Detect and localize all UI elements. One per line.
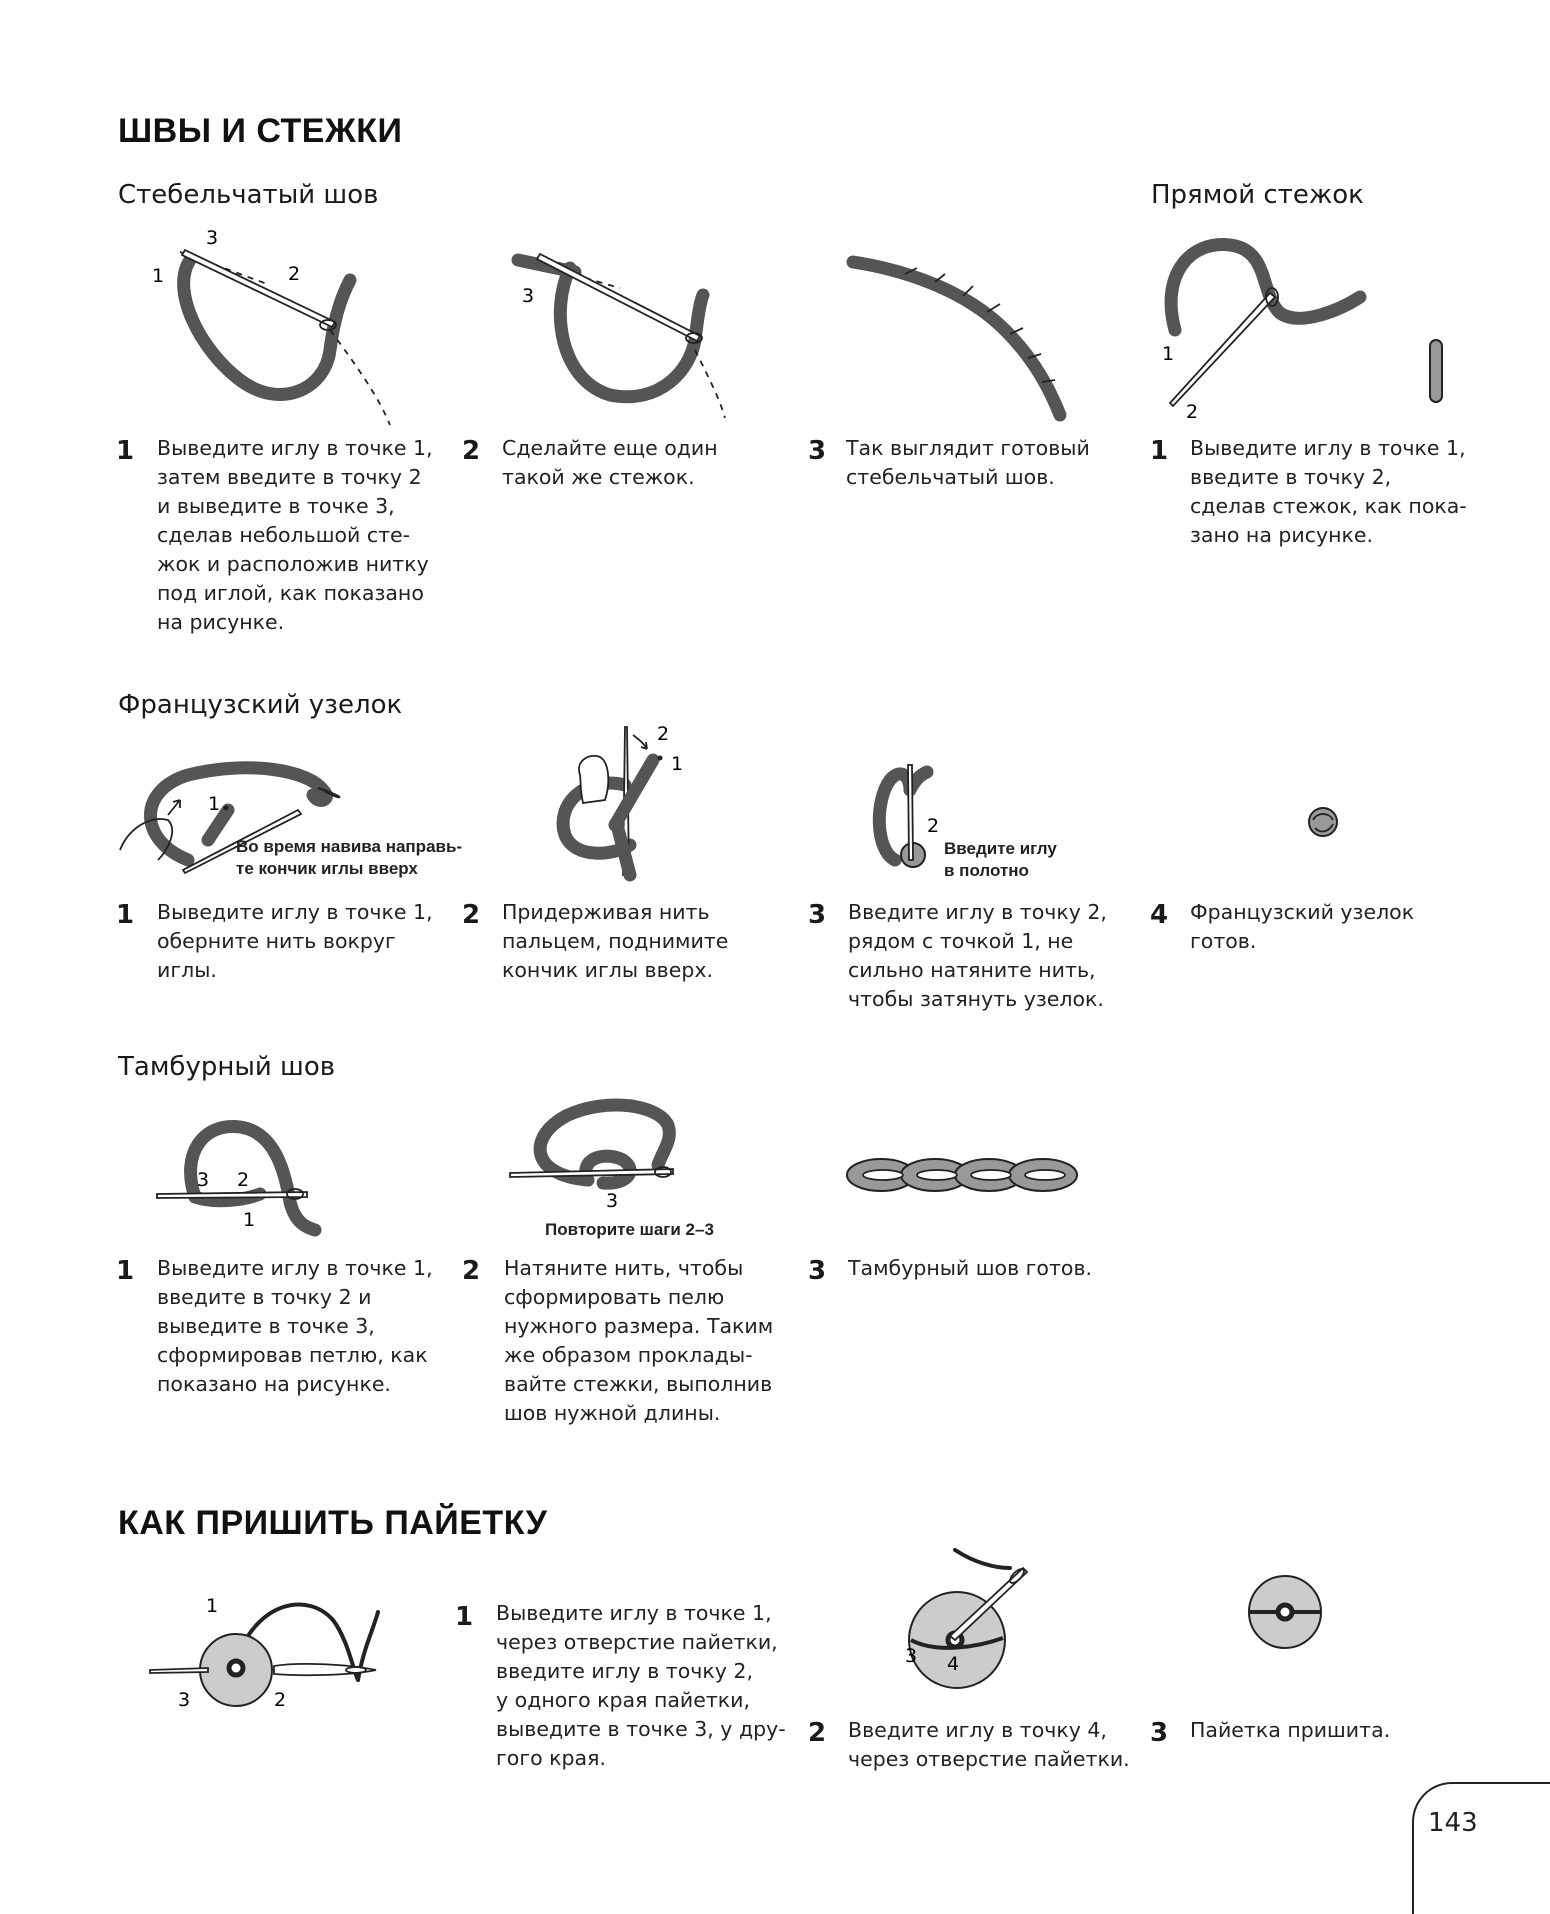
french-knot-title: Французский узелок xyxy=(118,690,403,720)
section-title-sequin: КАК ПРИШИТЬ ПАЙЕТКУ xyxy=(118,1504,548,1542)
stem-stitch-figure-3 xyxy=(845,250,1075,420)
french-step-4-text: Французский узелок готов. xyxy=(1190,900,1415,953)
sequin-fig2-label-4: 4 xyxy=(947,1653,960,1675)
sequin-fig1-label-3: 3 xyxy=(178,1689,191,1711)
french-fig3-note: Введите иглу в полотно xyxy=(944,839,1057,880)
stem-step-1-number: 1 xyxy=(116,436,135,466)
stem-step-3-number: 3 xyxy=(808,436,827,466)
sequin-step-1-number: 1 xyxy=(455,1602,474,1632)
sequin-step-3-number: 3 xyxy=(1150,1718,1169,1748)
straight-fig-label-2: 2 xyxy=(1186,401,1199,423)
stem-step-1-text: Выведите иглу в точке 1, затем введите в точку 2 и выведите в точке 3, сделав небольшой сте- жок и расположив нитку под иглой, как показано на рисунке. xyxy=(157,436,433,634)
french-knot-figure-2 xyxy=(545,725,695,885)
french-fig3-label-2: 2 xyxy=(927,815,940,837)
chain-fig1-label-1: 1 xyxy=(243,1209,256,1231)
stem-fig1-label-3: 3 xyxy=(206,227,219,249)
sequin-step-2-number: 2 xyxy=(808,1718,827,1748)
chain-step-2-text: Натяните нить, чтобы сформировать пелю нужного размера. Таким же образом проклады- вайте стежки, выполнив шов нужной длины. xyxy=(504,1256,774,1425)
sequin-step-2-text: Введите иглу в точку 4, через отверстие пайетки. xyxy=(848,1718,1130,1771)
chain-stitch-figure-2 xyxy=(508,1095,708,1215)
french-step-1-text: Выведите иглу в точке 1, оберните нить вокруг иглы. xyxy=(157,900,433,982)
french-fig2-label-1: 1 xyxy=(671,753,684,775)
page-number: 143 xyxy=(1428,1808,1478,1838)
chain-stitch-figure-1 xyxy=(155,1112,335,1242)
chain-stitch-title: Тамбурный шов xyxy=(118,1052,336,1082)
chain-step-2-number: 2 xyxy=(462,1256,481,1286)
french-step-4-number: 4 xyxy=(1150,900,1169,930)
straight-stitch-title: Прямой стежок xyxy=(1151,180,1364,210)
stem-stitch-figure-2 xyxy=(500,240,750,420)
french-step-2-number: 2 xyxy=(462,900,481,930)
chain-step-3-text: Тамбурный шов готов. xyxy=(848,1256,1093,1280)
sequin-fig2-label-3: 3 xyxy=(905,1645,918,1667)
sequin-figure-2 xyxy=(895,1538,1045,1688)
french-fig1-note: Во время навива направь- те кончик иглы вверх xyxy=(236,837,463,878)
sequin-figure-1 xyxy=(148,1590,388,1720)
stem-stitch-figure-1 xyxy=(150,227,410,430)
stem-step-2-text: Сделайте еще один такой же стежок. xyxy=(502,436,718,489)
sequin-step-1-text: Выведите иглу в точке 1, через отверстие пайетки, введите иглу в точку 2, у одного края пайетки, выведите в точке 3, у дру- гого края. xyxy=(496,1601,786,1770)
stem-fig1-label-2: 2 xyxy=(288,263,301,285)
page-number-box xyxy=(1412,1782,1550,1914)
stem-fig1-label-1: 1 xyxy=(152,265,165,287)
chain-fig1-label-2: 2 xyxy=(237,1169,250,1191)
sequin-fig1-label-2: 2 xyxy=(274,1689,287,1711)
chain-fig2-note: Повторите шаги 2–3 xyxy=(545,1220,714,1239)
stem-fig2-label-3: 3 xyxy=(522,285,535,307)
section-title-stitches: ШВЫ И СТЕЖКИ xyxy=(118,112,403,150)
french-step-3-number: 3 xyxy=(808,900,827,930)
chain-step-1-number: 1 xyxy=(116,1256,135,1286)
french-fig1-label-1: 1 xyxy=(208,793,221,815)
chain-step-3-number: 3 xyxy=(808,1256,827,1286)
stem-step-3-text: Так выглядит готовый стебельчатый шов. xyxy=(846,436,1090,489)
straight-step-1-number: 1 xyxy=(1150,436,1169,466)
chain-fig2-label-3: 3 xyxy=(606,1190,619,1212)
sequin-fig1-label-1: 1 xyxy=(206,1595,219,1617)
straight-fig-label-1: 1 xyxy=(1162,343,1175,365)
chain-fig1-label-3: 3 xyxy=(197,1169,210,1191)
french-step-2-text: Придерживая нить пальцем, поднимите кончик иглы вверх. xyxy=(502,900,729,982)
french-step-1-number: 1 xyxy=(116,900,135,930)
sequin-figure-3 xyxy=(1245,1572,1325,1652)
straight-step-1-text: Выведите иглу в точке 1, введите в точку 2, сделав стежок, как пока- зано на рисунке. xyxy=(1190,436,1467,547)
french-step-3-text: Введите иглу в точку 2, рядом с точкой 1, не сильно натяните нить, чтобы затянуть узелок. xyxy=(848,900,1107,1011)
chain-step-1-text: Выведите иглу в точке 1, введите в точку 2 и выведите в точке 3, сформировав петлю, как показано на рисунке. xyxy=(157,1256,433,1396)
straight-stitch-figure xyxy=(1150,235,1450,423)
french-knot-figure-4 xyxy=(1305,804,1341,840)
french-fig2-label-2: 2 xyxy=(657,723,670,745)
stem-stitch-title: Стебельчатый шов xyxy=(118,180,379,210)
stem-step-2-number: 2 xyxy=(462,436,481,466)
chain-stitch-figure-3 xyxy=(843,1150,1083,1200)
sequin-step-3-text: Пайетка пришита. xyxy=(1190,1718,1391,1742)
